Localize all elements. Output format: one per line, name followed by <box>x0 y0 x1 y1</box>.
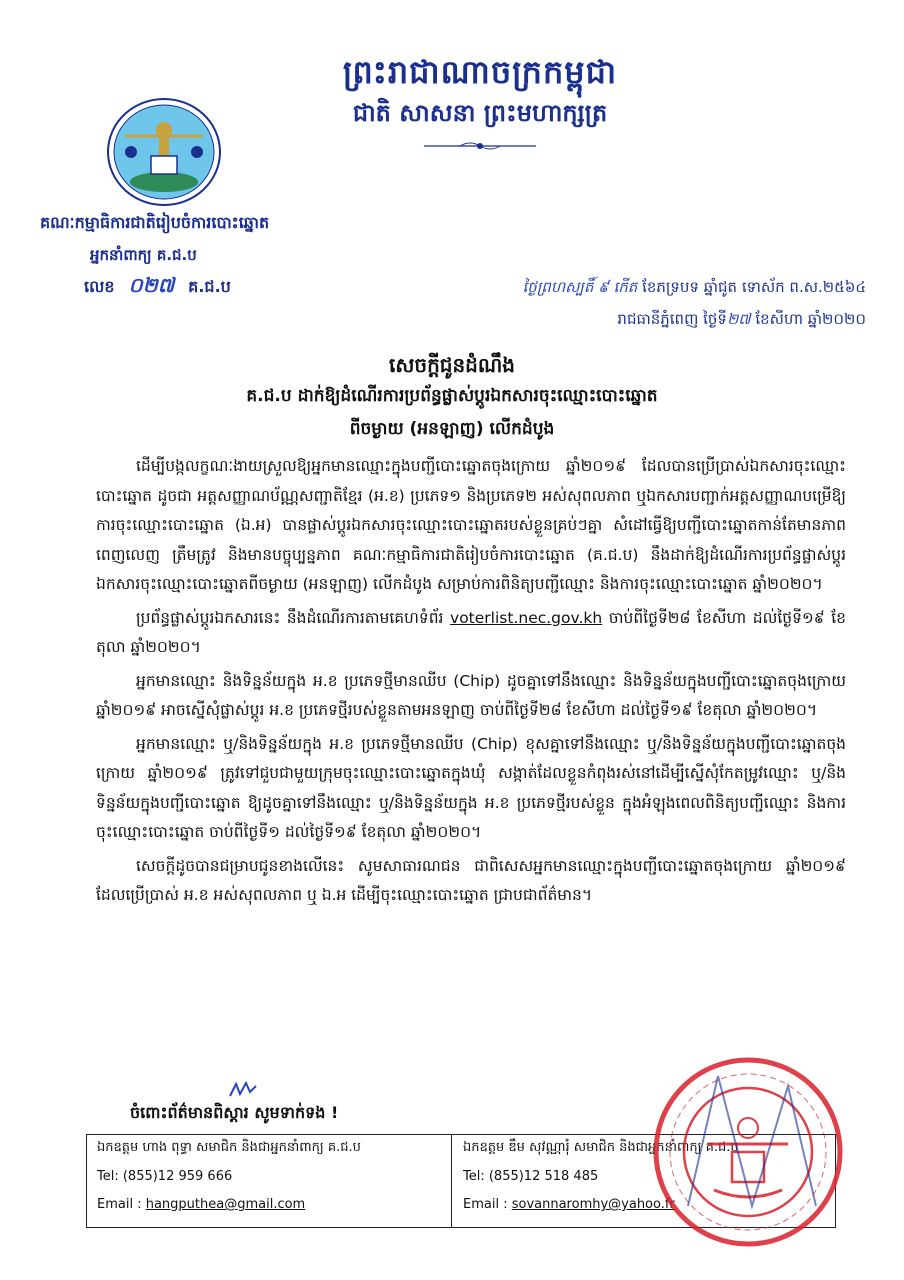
reference-number <box>84 272 231 302</box>
paragraph-2 <box>96 604 846 663</box>
contact-email-link[interactable]: hangputhea@gmail.com <box>145 1197 306 1212</box>
handwritten-initial <box>228 1080 258 1100</box>
city-date-prefix: រាជធានីភ្នំពេញ ថ្ងៃទី <box>617 310 727 328</box>
announcement-title: សេចក្តីជូនដំណឹង <box>389 353 515 377</box>
national-motto: ជាតិ សាសនា ព្រះមហាក្សត្រ <box>352 99 608 127</box>
lunar-date-text: ខែភទ្របទ ឆ្នាំជូត ទោស័ក ព.ស.២៥៦៤ <box>642 278 866 296</box>
email-label: Email : <box>97 1197 146 1212</box>
contact-name: ឯកឧត្តម ហាង ពុទ្ធា សមាជិក និងជាអ្នកនាំពាក្យ គ.ជ.ប <box>97 1140 361 1155</box>
paragraph-2-end: ចាប់ពីថ្ងៃទី២៨ ខែសីហា ដល់ថ្ងៃទី១៩ ខែតុលា ឆ្នាំ២០២០។ <box>96 608 846 656</box>
ref-number-handwritten: ០២៧ <box>128 273 175 297</box>
contact-email-row <box>463 1197 675 1212</box>
contact-name: ឯកឧត្តម ឌឹម សុវណ្ណារុំ សមាជិក និងជាអ្នកនាំពាក្យ គ.ជ.ប <box>463 1140 739 1155</box>
spokesperson-title: អ្នកនាំពាក្យ គ.ជ.ប <box>90 246 197 264</box>
contact-phone: Tel: (855)12 959 666 <box>97 1169 233 1184</box>
official-seal-stamp <box>648 1056 848 1248</box>
lunar-day-handwritten: ថ្ងៃព្រហស្បតិ៍ ៩ កើត <box>522 278 638 296</box>
kingdom-heading: ព្រះរាជាណាចក្រកម្ពុជា <box>342 53 618 91</box>
nec-emblem-logo <box>105 96 223 208</box>
announcement-body <box>96 452 846 915</box>
lunar-date <box>436 278 866 300</box>
email-label: Email : <box>463 1197 512 1212</box>
paragraph-1: ដើម្បីបង្កលក្ខណៈងាយស្រួលឱ្យអ្នកមានឈ្មោះក្នុងបញ្ជីបោះឆ្នោតចុងក្រោយ ឆ្នាំ២០១៩ ដែលបានប្រើប្រាស់ឯកសារចុះឈ្មោះបោះឆ្នោត ដូចជា អត្តសញ្ញាណប័ណ្ណសញ្ជាតិខ្មែរ (អ.ខ) ប្រភេទ១ និងប្រភេទ២ អស់សុពលភាព ឬឯកសារបញ្ជាក់អត្តសញ្ញាណបម្រើឱ្យការចុះឈ្មោះបោះឆ្នោត (ឯ.អ) បានផ្លាស់ប្តូរឯកសារចុះឈ្មោះបោះឆ្នោតរបស់ខ្លួនគ្រប់ៗគ្នា សំដៅធ្វើឱ្យបញ្ជីបោះឆ្នោតកាន់តែមានភាពពេញលេញ ត្រឹមត្រូវ និងមានបច្ចុប្បន្នភាព គណៈកម្មាធិការជាតិរៀបចំការបោះឆ្នោត (គ.ជ.ប) នឹងដាក់ឱ្យដំណើរការប្រព័ន្ធផ្លាស់ប្តូរឯកសារចុះឈ្មោះបោះឆ្នោតពីចម្ងាយ (អនឡាញ) លើកដំបូង សម្រាប់ការពិនិត្យបញ្ជីឈ្មោះ និងការចុះឈ្មោះបោះឆ្នោត ឆ្នាំ២០២០។ <box>96 457 846 593</box>
paragraph-4: អ្នកមានឈ្មោះ ឬ/និងទិន្នន័យក្នុង អ.ខ ប្រភេទថ្មីមានឈីប (Chip) ខុសគ្នាទៅនឹងឈ្មោះ ឬ/និងទិន្នន័យក្នុងបញ្ជីបោះឆ្នោតចុងក្រោយ ឆ្នាំ២០១៩ ត្រូវទៅជួបជាមួយក្រុមចុះឈ្មោះបោះឆ្នោតក្នុងឃុំ សង្កាត់ដែលខ្លួនកំពុងរស់នៅដើម្បីស្នើសុំកែតម្រូវឈ្មោះ ឬ/និងទិន្នន័យក្នុងបញ្ជីបោះឆ្នោត ឱ្យដូចគ្នាទៅនឹងឈ្មោះ ឬ/និងទិន្នន័យក្នុង អ.ខ ប្រភេទថ្មីរបស់ខ្លួន ក្នុងអំឡុងពេលពិនិត្យបញ្ជីឈ្មោះ និងការចុះឈ្មោះបោះឆ្នោត ចាប់ពីថ្ងៃទី១ ដល់ថ្ងៃទី១៩ ខែតុលា ឆ្នាំ២០២០។ <box>96 734 846 841</box>
day-handwritten: ២៧ <box>726 310 751 328</box>
announcement-subtitle: គ.ជ.ប ដាក់ឱ្យដំណើរការប្រព័ន្ធផ្លាស់ប្តូរឯកសារចុះឈ្មោះបោះឆ្នោត <box>246 386 658 406</box>
ornament-divider <box>420 140 540 152</box>
closing-line: ចំពោះព័ត៌មានពិស្តារ សូមទាក់ទង ! <box>130 1103 339 1122</box>
paragraph-5: សេចក្តីដូចបានជម្រាបជូនខាងលើនេះ សូមសាធារណជន ជាពិសេសអ្នកមានឈ្មោះក្នុងបញ្ជីបោះឆ្នោតចុងក្រោយ ឆ្នាំ២០១៩ ដែលប្រើប្រាស់ អ.ខ អស់សុពលភាព ឬ ឯ.អ ដើម្បីចុះឈ្មោះបោះឆ្នោត ជ្រាបជាព័ត៌មាន។ <box>96 856 846 904</box>
month-year: ខែសីហា ឆ្នាំ២០២០ <box>755 310 866 328</box>
paragraph-2-start: ប្រព័ន្ធផ្លាស់ប្តូរឯកសារនេះ នឹងដំណើរការតាមគេហទំព័រ <box>136 608 451 627</box>
paragraph-3: អ្នកមានឈ្មោះ និងទិន្នន័យក្នុង អ.ខ ប្រភេទថ្មីមានឈីប (Chip) ដូចគ្នាទៅនឹងឈ្មោះ និងទិន្នន័យក្នុងបញ្ជីបោះឆ្នោតចុងក្រោយ ឆ្នាំ២០១៩ អាចស្នើសុំផ្លាស់ប្តូរ អ.ខ ប្រភេទថ្មីរបស់ខ្លួនតាមអនឡាញ ចាប់ពីថ្ងៃទី២៨ ខែសីហា ដល់ថ្ងៃទី១៩ ខែតុលា ឆ្នាំ២០២០។ <box>96 671 846 719</box>
organization-name: គណៈកម្មាធិការជាតិរៀបចំការបោះឆ្នោត <box>40 213 270 232</box>
contact-card <box>87 1135 452 1227</box>
contact-email-row <box>97 1197 305 1212</box>
voterlist-link[interactable]: voterlist.nec.gov.kh <box>450 608 603 627</box>
solar-date <box>500 310 866 332</box>
contact-email-link[interactable]: sovannaromhy@yahoo.fr <box>511 1197 675 1212</box>
ref-suffix: គ.ជ.ប <box>188 277 231 296</box>
contact-phone: Tel: (855)12 518 485 <box>463 1169 599 1184</box>
ref-prefix: លេខ <box>84 277 115 296</box>
announcement-subtitle-2: ពីចម្ងាយ (អនឡាញ) លើកដំបូង <box>349 419 555 439</box>
